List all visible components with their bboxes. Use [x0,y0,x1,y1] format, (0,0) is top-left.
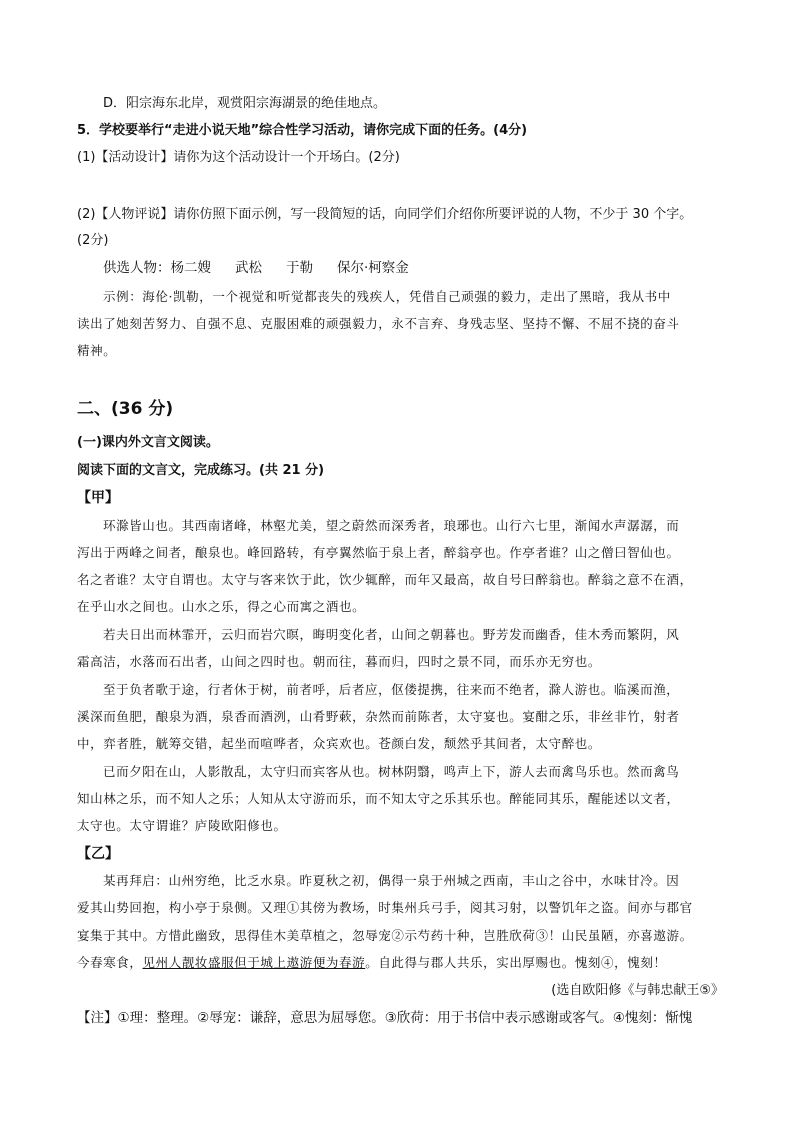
jia-line: 已而夕阳在山，人影散乱，太守归而宾客从也。树林阴翳，鸣声上下，游人去而禽鸟乐也。然而禽鸟 [103,764,680,779]
jia-line: 太守也。太守谓谁？庐陵欧阳修也。 [77,818,287,833]
yi-label: 【乙】 [77,846,119,862]
jia-line: 至于负者歌于途，行者休于树，前者呼，后者应，伛偻提携，往来而不绝者，滁人游也。临溪而渔， [103,682,680,697]
jia-label: 【甲】 [77,490,119,506]
yi-last-line: 今春寒食，见州人靓妆盛服但于城上遨游便为春游。自此得与郡人共乐，实出厚赐也。愧刻④，愧刻！ [77,955,667,970]
underlined-sentence: 见州人靓妆盛服但于城上遨游便为春游 [142,955,366,970]
jia-line: 名之者谁？太守自谓也。太守与客来饮于此，饮少辄醉，而年又最高，故自号曰醉翁也。醉翁之意不在酒， [77,572,693,587]
section2-instruction: 阅读下面的文言文，完成练习。(共 21 分) [77,463,325,478]
q5-task2-line1: (2)【人物评说】请你仿照下面示例，写一段简短的话，向同学们介绍你所要评说的人物，不少于 30 个字。 [77,207,693,222]
example-line-1: 示例：海伦·凯勒，一个视觉和听觉都丧失的残疾人，凭借自己顽强的毅力，走出了黑暗，我从书中 [103,289,671,304]
section2-sub1: (一)课内外文言文阅读。 [77,435,219,450]
source-citation: (选自欧阳修《与韩忠献王⑤》 [551,983,724,998]
q4-option-d: D．阳宗海东北岸，观赏阳宗海湖景的绝佳地点。 [103,96,387,111]
q5-title: 5．学校要举行“走进小说天地”综合性学习活动，请你完成下面的任务。(4分) [77,123,528,138]
jia-line: 霜高洁，水落而石出者，山间之四时也。朝而往，暮而归，四时之景不同，而乐亦无穷也。 [77,654,602,669]
yi-line: 宴集于其中。方惜此幽致，思得佳木美草植之，忽辱宠②示芍药十种，岂胜欣荷③！山民虽陋，亦喜遨游。 [77,928,693,943]
jia-line: 中，弈者胜，觥筹交错，起坐而喧哗者，众宾欢也。苍颜白发，颓然乎其间者，太守醉也。 [77,736,602,751]
jia-line: 在乎山水之间也。山水之乐，得之心而寓之酒也。 [77,599,366,614]
q5-task1: (1)【活动设计】请你为这个活动设计一个开场白。(2分) [77,150,400,165]
footnote: 【注】①理：整理。②辱宠：谦辞，意思为屈辱您。③欣荷：用于书信中表示感谢或客气。④愧刻：惭愧 [77,1010,693,1026]
yi-line: 某再拜启：山州穷绝，比乏水泉。昨夏秋之初，偶得一泉于州城之西南，丰山之谷中，水味甘冷。因 [103,873,680,888]
jia-line: 环滁皆山也。其西南诸峰，林壑尤美，望之蔚然而深秀者，琅琊也。山行六七里，渐闻水声潺潺，而 [103,518,680,533]
character-1: 杨二嫂 [170,260,211,276]
jia-line: 知山林之乐，而不知人之乐；人知从太守游而乐，而不知太守之乐其乐也。醉能同其乐，醒能述以文者， [77,791,680,806]
jia-line: 溪深而鱼肥，酿泉为酒，泉香而酒洌，山肴野蔌，杂然而前陈者，太守宴也。宴酣之乐，非丝非竹，射者 [77,709,680,724]
character-2: 武松 [235,260,262,276]
q5-task2-line2: (2分) [77,233,109,248]
characters-label: 供选人物： [103,260,171,276]
example-line-3: 精神。 [77,343,117,358]
section2-title: 二、(36 分) [77,399,174,419]
yi-line: 爱其山势回抱，构小亭于泉侧。又理①其傍为教场，时集州兵弓手，阅其习射，以警饥年之盗。间亦与郡官 [77,900,693,915]
character-4: 保尔·柯察金 [337,260,409,276]
characters-row [103,258,409,278]
example-line-2: 读出了她刻苦努力、自强不息、克服困难的顽强毅力，永不言弃、身残志坚、坚持不懈、不屈不挠的奋斗 [77,316,680,331]
jia-line: 泻出于两峰之间者，酿泉也。峰回路转，有亭翼然临于泉上者，醉翁亭也。作亭者谁？山之僧曰智仙也。 [77,545,680,560]
jia-line: 若夫日出而林霏开，云归而岩穴暝，晦明变化者，山间之朝暮也。野芳发而幽香，佳木秀而繁阴，风 [103,627,680,642]
character-3: 于勒 [286,260,313,276]
